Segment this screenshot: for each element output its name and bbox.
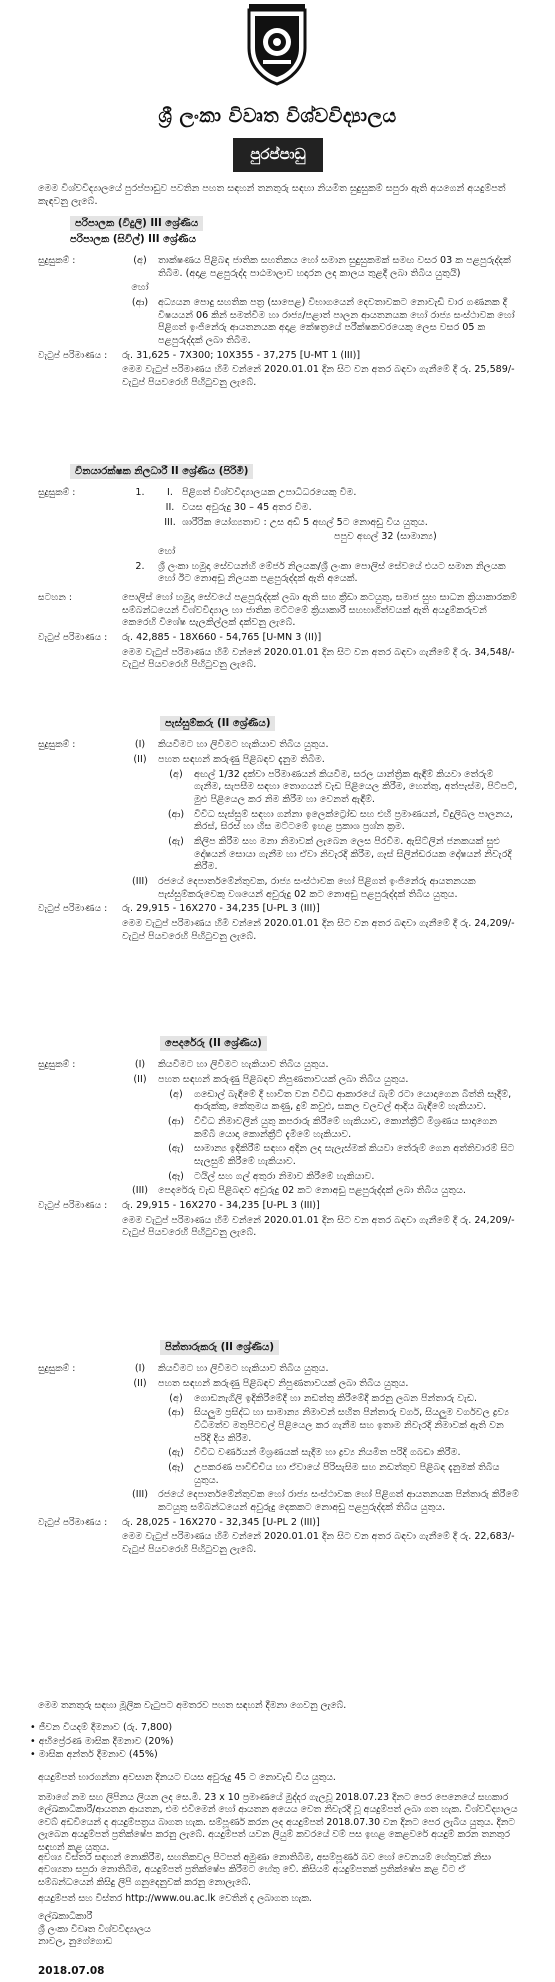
qualification-text: තාක්ෂණය පිළිබඳ ජාතික සහතිකය හෝ සමාන සුදුසුකමක් සමඟ වසර 03 ක පළපුරුද්දක් තිබීම. (අදාළ පළපුරුද්ද පාඨමාලාව හදාරන ලද කාලය තුළදී ලබා තිබිය යුතුයි)	[158, 255, 511, 279]
apply-instructions: තමාගේ නම සහ ලිපිනය ලියන ලද සෙ.මී. 23 x 10 ප්‍රමාණයේ මුද්දර ගැලවූ 2018.07.23 දිනට පෙර පෙනෙයේ සහකාර ලේඛකාධිකාරී/ආයතන ආයතන, එම එවිමෙන් හෝ ආයතන අයෙය වෙත නිවැරදි වූ අයදුම්පත් ලබා ගත හැක. විශ්වවිද්‍යාලය වෙබ් අඩවියෙන් ද අයදුම්පත්‍රය බාගත හැක. සම්පූර්ණ කරන ලද අයදුම්පත් 2018.07.30 වන දිනට පෙර ලැබිය යුතුය. දිනට ලැබෙන අයදුම්පත් ප්‍රතික්ෂේප කරනු ලැබේ. අයදුම්පත් යවන ලියුම් කවරයේ වම් පස ඉහළ කෙළවරේ අයදුම් කරන තනතුර සඳහන් කළ යුතුය.	[38, 1792, 518, 1853]
website-link[interactable]: http://www.ou.ac.lk	[125, 1893, 216, 1904]
post-mason: පෙදරේරු (II ශ්‍රේණිය) සුදුසුකම් : (I) කියවීමට හා ලිවීමට හැකියාව තිබිය යුතුය. (II) පහත සඳහන් කරුණු පිළිබඳව නිපුණතාවයක් ලබා තිබිය යුතුය. (අ) ගඩොල් බැඳීමේ දී භාවිත වන විවිධ ආකාරයේ බැම් රටා යොදාගෙන බිත්ති සෑදීම්, ආරුක්කු, කේතුමය කණු, දුම් කවුළු, සකල වලවල් ආදිය බැඳීමේ හැකියාව. (ආ) විවිධ නිමාවලින් යුතු කපරාරු කිරීමේ හැකියාව, කොන්ක්‍රීට් මිශ්‍රණය සාදාගෙන කම්බි යොදා කොන්ක්‍රීට් දැමීමේ හැකියාව. (ඇ) සාමාන්‍ය ඉදිකිරීම් සඳහා අදින ලද සැලැස්මක් කියවා තේරුම් ගෙන අත්තිවාරම් සිට සැලසුම් කිරීමේ හැකියාව. (ඈ) ටයිල් සහ ගල් අතුරා නිමාව කිරීමේ හැකියාව. (III) පෙදරේරු වැඩ පිළිබඳව අවුරුදු 02 කට නොඅඩු පළපුරුද්දක් ලබා තිබිය යුතුය. වැටුප් පරිමාණය : රු. 29,915 - 16X270 - 34,235 [U-PL 3 (III)] මෙම වැටුප් පරිමාණය හිමි වන්නේ 2020.01.01 දින සිට වන අතර බඳවා ගැනීමේ දී රු. 24,209/- වැටුප් පියවරෙහි පිහිටුවනු ලැබේ.	[38, 1038, 515, 1239]
notice-date: 2018.07.08	[38, 1965, 105, 1977]
rejection-note: අවශ්‍ය විස්තර සඳහන් නොකිරීම, සහතිකවල පිටපත් අමුණා නොතිබීම, අසම්පූර්ණ බව හෝ වෙනයම් හේතුවක් නිසා අවශ්‍යතා සපුරා නොතිබීම, අයදුම්පත් ප්‍රතික්ෂේප කිරීමට හේතු වේ. කිසියම් අයදුම්පතක් ප්‍රතික්ෂේප කළ විට ඒ සම්බන්ධයෙන් කිසිදු ලිපි ගනුදෙනුවක් කරනු නොලැබේ.	[38, 1852, 491, 1888]
post-title: පැස්සුම්කරු (II ශ්‍රේණිය)	[160, 716, 275, 731]
website-line: අයදුම්පත් සහ විස්තර http://www.ou.ac.lk වෙතින් ද ලබාගත හැක.	[38, 1893, 312, 1904]
allowances-list	[30, 1722, 173, 1763]
university-name: ශ්‍රී ලංකා විවෘත විශ්වවිද්‍යාලය	[158, 105, 397, 127]
list-item: • මාසික අන්තර් දීමනාව (45%)	[30, 1749, 158, 1761]
post-title: පරිපාලක (විදුලි) III ශ්‍රේණිය	[70, 216, 203, 231]
post-technical-officer: පරිපාලක (විදුලි) III ශ්‍රේණිය පරිපාලක (සිවිල්) III ශ්‍රේණිය සුදුසුකම් : (අ) තාක්ෂණය පිළිබඳ ජාතික සහතිකය හෝ සමාන සුදුසුකමක් සමඟ වසර 03 ක පළපුරුද්දක් තිබීම. (අදාළ පළපුරුද්ද පාඨමාලාව හදාරන ලද කාලය තුළදී ලබා තිබිය යුතුයි) හෝ (ආ) අධ්‍යයන පොදු සහතික පත්‍ර (සාපෙළ) විභාගයෙන් දෙවතාවකට නොවැඩි වාර ගණනක දී විෂයයන් 06 කින් සමත්වීම හා රාජ්‍ය/පළාත් පාලන ආයතනයක හෝ රාජ්‍ය සංස්ථාවක හෝ පිළිගත් ඉංජිනේරු ආයතනයක අදාළ කේෂත්‍රයේ පරීක්ෂකවරයෙකු ලෙස වසර 05 ක පළපුරුද්දක් ලබා තිබීම. වැටුප් පරිමාණය : රු. 31,625 - 7X300; 10X355 - 37,275 [U-MT 1 (III)] මෙම වැටුප් පරිමාණය හිමි වන්නේ 2020.01.01 දින සිට වන අතර බඳවා ගැනීමේ දී රු. 25,589/- වැටුප් පියවරෙහි පිහිටුවනු ලැබේ.	[0, 216, 555, 392]
list-item: • ජීවන වියදම් දීමනාව (රු. 7,800)	[30, 1722, 173, 1733]
or-text: හෝ	[131, 282, 149, 294]
salary-scale: රු. 31,625 - 7X300; 10X355 - 37,275 [U-MT 1 (III)]	[122, 349, 361, 361]
post-proctor: විනයාරක්ෂක නිලධාරී II ශ්‍රේණිය (පිරිමි) සුදුසුකම් : 1. I. පිළිගත් විශ්වවිද්‍යාලයක උපාධිධරයෙකු වීම. II. වයස අවුරුදු 30 – 45 අතර වීම. III. ශාරීරික යෝග්‍යතාව : උස අඩි 5 අඟල් 5ට නොඅඩු විය යුතුය. පපුව අඟල් 32 (සාමාන්‍ය) හෝ 2. ශ්‍රී ලංකා හමුදා සේවයන්හි මේජර් නිලයක/ශ්‍රී ලංකා පොලිස් සේවයේ එයට සමාන නිලයක හෝ ඊට නොඅඩු නිලයක පළපුරුද්දක් ඇති අයෙක්. සටහන : පොලිස් හෝ හමුදා සේවයේ පළපුරුද්දක් ලබා ඇති සහ ක්‍රීඩා කටයුතු, සමාජ සුභ සාධන ක්‍රියාකාරකම් සම්බන්ධයෙන් විශ්වවිද්‍යාල හා ජාතික මට්ටමේ ක්‍රියාකාරී සහභාගිත්වයක් ඇති අයදුම්කරුවන් කෙරෙහි විශේෂ සැලකිල්ලක් දක්වනු ලැබේ. වැටුප් පරිමාණය : රු. 42,885 - 18X660 - 54,765 [U-MN 3 (II)] මෙම වැටුප් පරිමාණය හිමි වන්නේ 2020.01.01 දින සිට වන අතර බඳවා ගැනීමේ දී රු. 34,548/- වැටුප් පියවරෙහි පිහිටුවනු ලැබේ.	[38, 466, 517, 671]
qualification-text: අධ්‍යයන පොදු සහතික පත්‍ර (සාපෙළ) විභාගයෙන් දෙවතාවකට නොවැඩි වාර ගණනක දී විෂයයන් 06 කින් සමත්වීම හා රාජ්‍ය/පළාත් පාලන ආයතනයක හෝ රාජ්‍ය සංස්ථාවක හෝ පිළිගත් ඉංජිනේරු ආයතනයක අදාළ කේෂත්‍රයේ පරීක්ෂකවරයෙකු ලෙස වසර 05 ක පළපුරුද්දක් ලබා තිබීම.	[158, 297, 515, 347]
age-note: අයදුම්පත් භාරගන්නා අවසාන දිනයට වයස අවුරුදු 45 ට නොවැඩි විය යුතුය.	[38, 1772, 336, 1783]
post-title: පින්තාරුකරු (II ශ්‍රේණිය)	[160, 1340, 279, 1355]
intro-text: මෙම විශ්වවිද්‍යාලයේ පුරප්පාඩුව පවතින පහත සඳහන් තනතුරු සඳහා නියමිත සුදුසුකම් සපුරා ඇති අයගෙන් අයදුම්පත් කැඳවනු ලැබේ.	[38, 183, 506, 207]
salary-note: මෙම වැටුප් පරිමාණය හිමි වන්නේ 2020.01.01 දින සිට වන අතර බඳවා ගැනීමේ දී රු. 25,589/- වැටුප් පියවරෙහි පිහිටුවනු ලැබේ.	[122, 364, 515, 389]
vacancies-banner: පුරප්පාඩු	[233, 138, 323, 172]
post-welder: පැස්සුම්කරු (II ශ්‍රේණිය) සුදුසුකම් : (I) කියවීමට හා ලිවීමට හැකියාව තිබිය යුතුය. (II) පහත සඳහන් කරුණු පිළිබඳව දැනුම තිබීම. (අ) අඟල් 1/32 දක්වා පරිමාණයන් කියවීම, සරල යාන්ත්‍රික ඇඳීම් කියවා තේරුම් ගැනීම, සැපසීම සඳහා තොගයන් වැඩ පිළියෙල කිරීම, හෙත්තු, අත්පැස්ම, පිට්පට්, මුළු පිළියෙල කර නිම කිරීම හා වෙනත් ඇඳීම්. (ආ) විවිධ සැස්සුම් සඳහා ගන්නා ඉලෙක්ට්‍රෝඩ සහ එහි ප්‍රමාණයන්, විදුලිබල පාලනය, කිරස්, සිරස් හා හිස මට්ටමේ ඉහළ ප්‍රකාශ ප්‍රශ්න ක්‍රම. (ඇ) කිලිප කිරීම සහ මනා නිමාවක් ලැබෙන ලෙස පිරවීම. ඇසිට්ලින් ජනකයක් සුළු දෝෂයන් සොයා ගැනීම හා ඒවා නිවැරදි කිරීම, ගෑස් සිලින්ඩරයක දෝෂයන් නිවැරදි කිරීම. (III) රජයේ දෙපාර්තමේන්තුවක, රාජ්‍ය සංස්ථාවක හෝ පිළිගත් ඉංජිනේරු ආයතනයක පැස්සුම්කරුවෙකු වශයෙන් අවුරුදු 02 කට නොඅඩු පළපුරුද්දක් තිබිය යුතුය. වැටුප් පරිමාණය : රු. 29,915 - 16X270 - 34,235 [U-PL 3 (III)] මෙම වැටුප් පරිමාණය හිමි වන්නේ 2020.01.01 දින සිට වන අතර බඳවා ගැනීමේ දී රු. 24,209/- වැටුප් පියවරෙහි පිහිටුවනු ලැබේ.	[38, 718, 518, 942]
qualifications-label: සුදුසුකම් :	[38, 255, 76, 267]
list-item: • අභිප්‍රේරණ මාසික දීමනාව (20%)	[30, 1735, 174, 1747]
allowances-intro: මෙම තනතුරු සඳහා මූලික වැටුපට අමතරව පහත සඳහන් දීමනා ගෙවනු ලැබේ.	[38, 1700, 347, 1711]
signature-block: ලේඛකාධිකාරී ශ්‍රී ලංකා විවෘත විශ්වවිද්‍යාලය නාවල, නුගේගොඩ	[38, 1911, 151, 1948]
post-title: විනයාරක්ෂක නිලධාරී II ශ්‍රේණිය (පිරිමි)	[70, 464, 253, 479]
salary-label: වැටුප් පරිමාණය :	[38, 349, 108, 361]
post-title: පෙදරේරු (II ශ්‍රේණිය)	[160, 1036, 267, 1051]
university-crest-icon	[241, 4, 313, 86]
post-title: පරිපාලක (සිවිල්) III ශ්‍රේණිය	[70, 234, 197, 246]
post-painter: පින්තාරුකරු (II ශ්‍රේණිය) සුදුසුකම් : (I) කියවීමට හා ලිවීමට හැකියාව තිබිය යුතුය. (II) පහත සඳහන් කරුණු පිළිබඳව නිපුණතාවයක් ලබා තිබිය යුතුය. (අ) ගොඩනැගිලි ඉදිකිරීමේදී හා නඩත්තු කිරීමේදී කරනු ලබන පින්තාරු වැඩ. (ආ) සියලුම ප්‍රසිද්ධ හා සාමාන්‍ය නිමාවන් සහිත පින්තාරු වර්ග, සියලුම වර්ගවල ද්‍රව්‍ය විධිමත්ව මතුපිටවල් පිළියෙල කර ගැනීම සහ ඉතාම නිවැරදි නිමාවක් ඇති වන පරිදි දිය කිරීම. (ඇ) විවිධ වර්ණයන් මිශ්‍රණයක් සැදීම හා ද්‍රව්‍ය නියමිත පරිදි ගබඩා කිරීම. (ඈ) උපකරණ පාවිච්චිය හා ඒවායේ පිරිසැසිම සහ නඩත්තුව පිළිබඳ දැනුමක් තිබිය යුතුය. (III) රජයේ දෙපාර්තමේන්තුවක හෝ රාජ්‍ය සංස්ථාවක හෝ පිළිගත් ආයතනයක පින්තාරු කිරීමේ කටයුතු සම්බන්ධයෙන් අවුරුදු දෙකකට නොඅඩු පළපුරුද්දක් තිබිය යුතුය. වැටුප් පරිමාණය : රු. 28,025 - 16X270 - 32,345 [U-PL 2 (III)] මෙම වැටුප් පරිමාණය හිමි වන්නේ 2020.01.01 දින සිට වන අතර බඳවා ගැනීමේ දී රු. 22,683/- වැටුප් පියවරෙහි පිහිටුවනු ලැබේ.	[38, 1342, 519, 1555]
